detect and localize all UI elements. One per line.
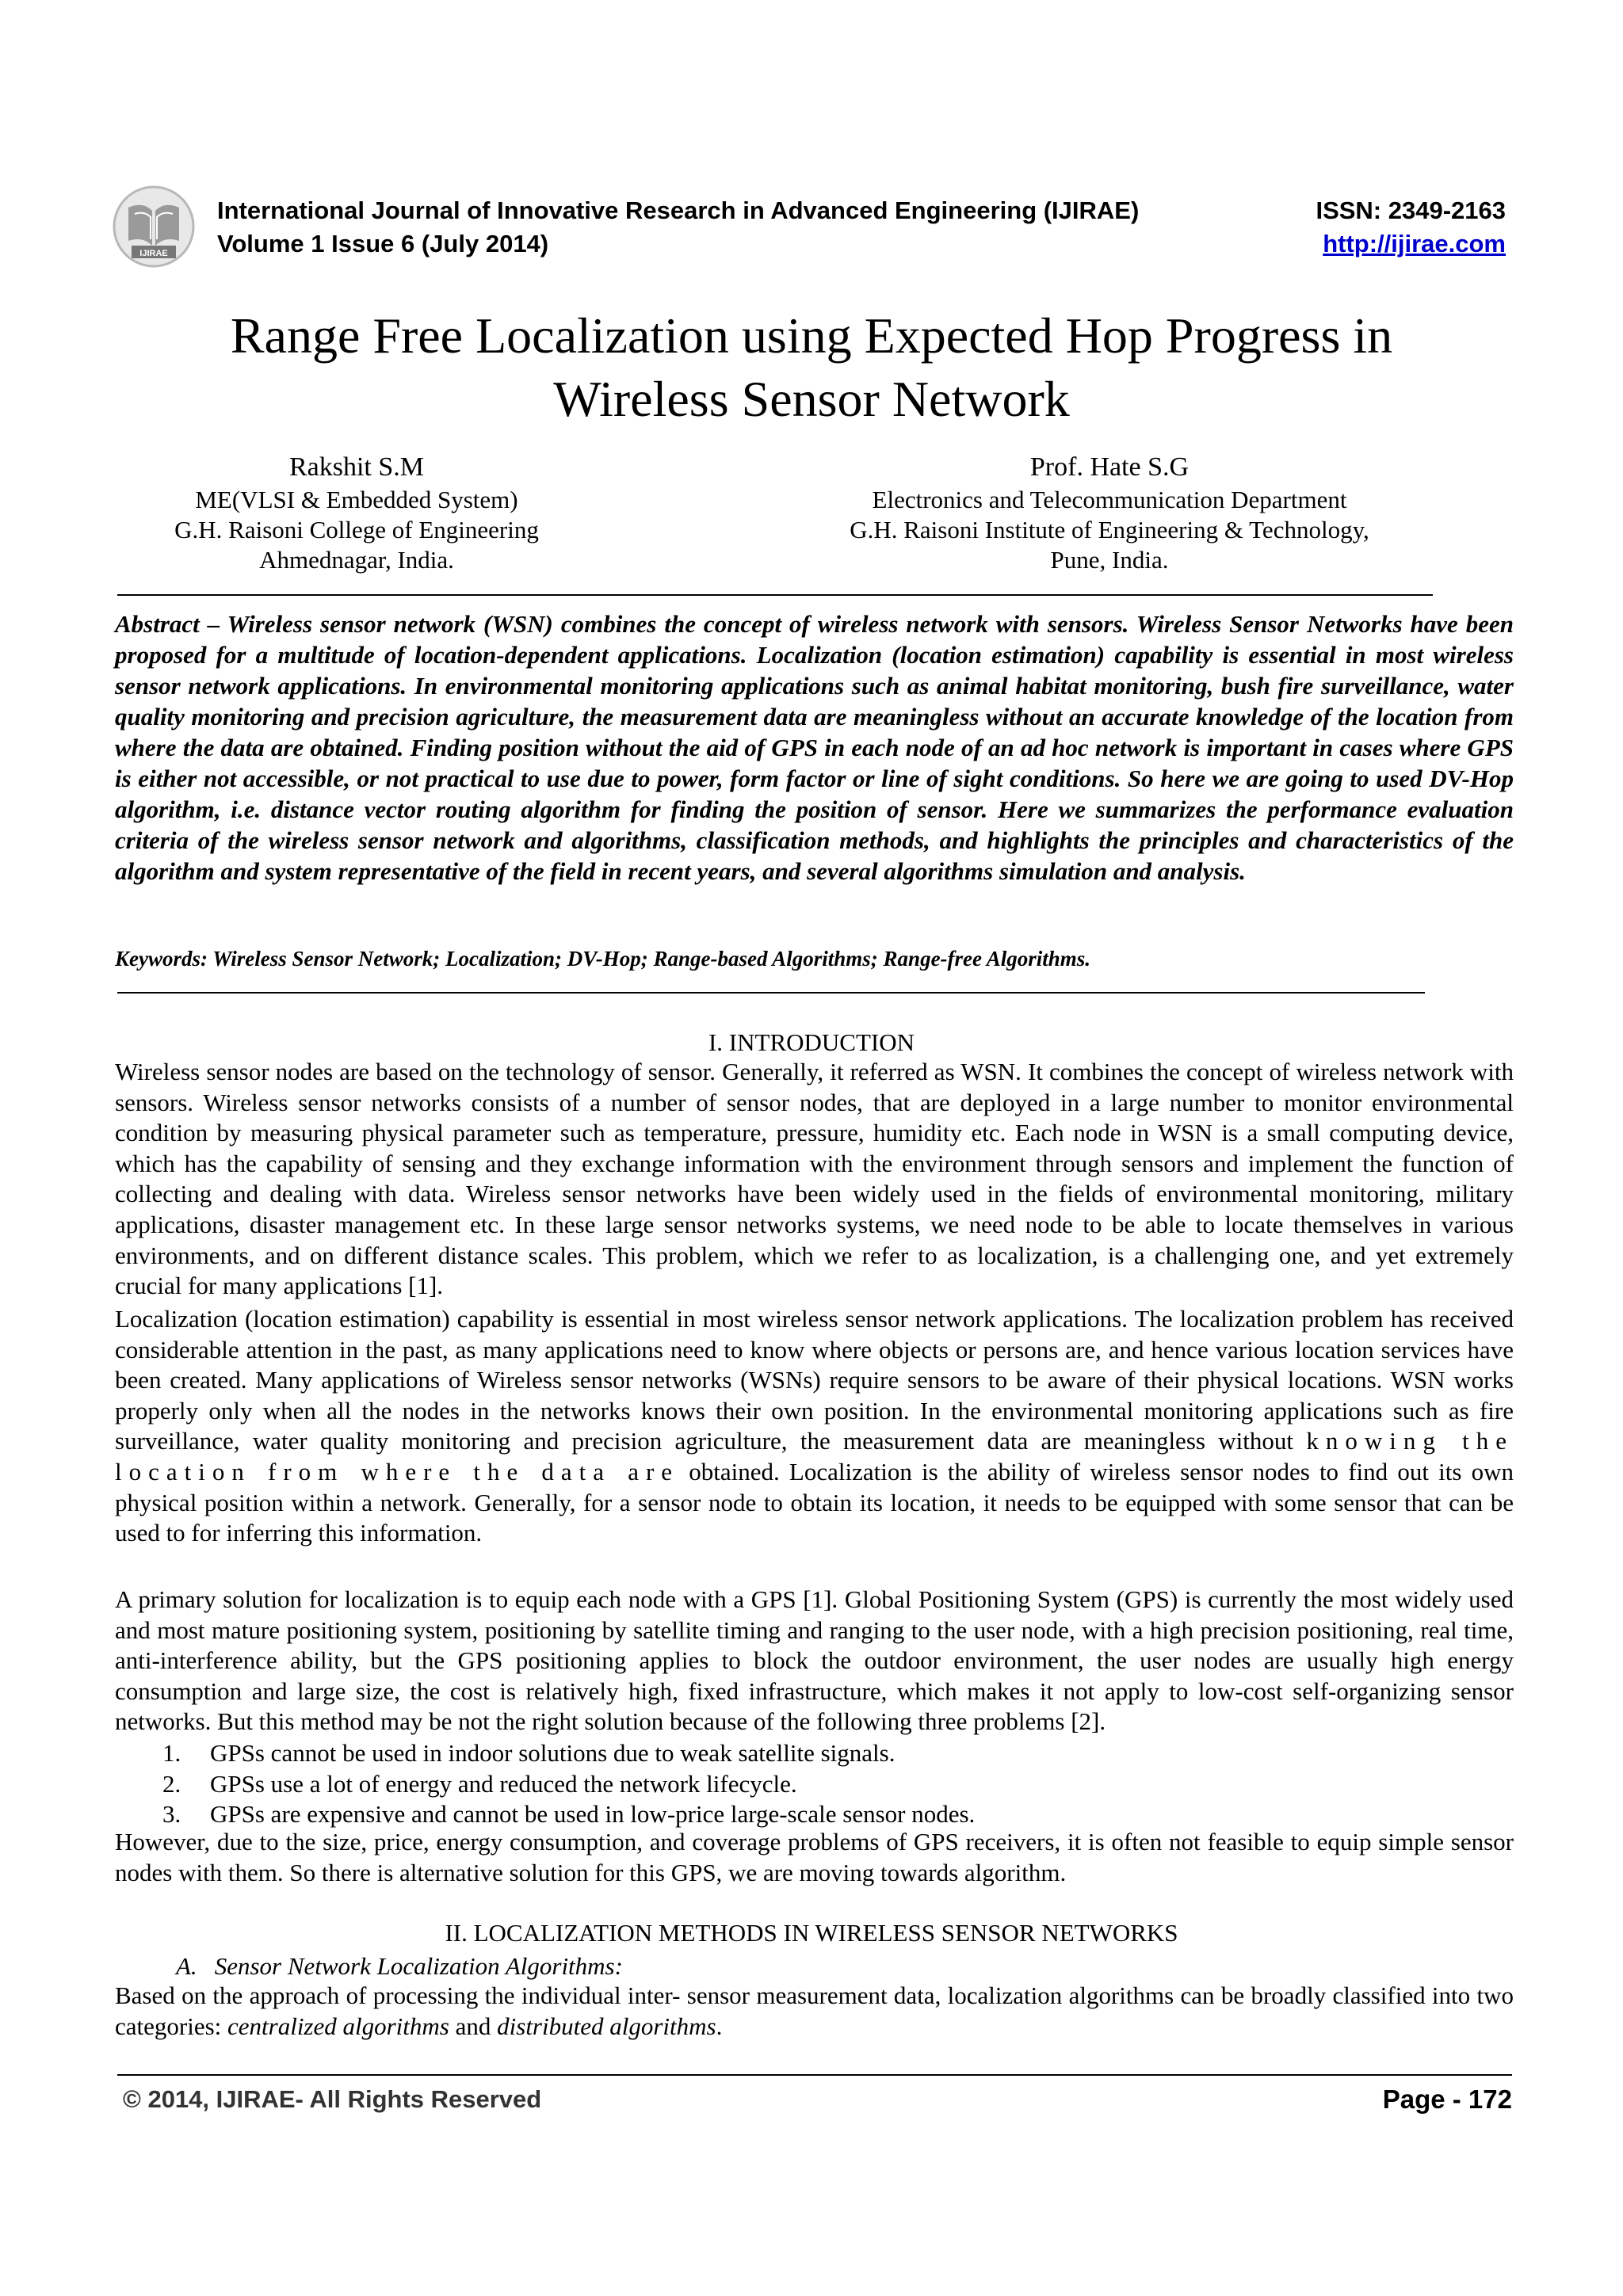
journal-url-link[interactable]: http://ijirae.com bbox=[1323, 230, 1506, 257]
paragraph-text-spaced: knowing the location from where the data are bbox=[115, 1427, 1514, 1486]
paragraph bbox=[115, 1304, 1514, 1549]
list-number: 3. bbox=[162, 1800, 181, 1829]
author-block-1 bbox=[119, 450, 594, 575]
author-affiliation: ME(VLSI & Embedded System) bbox=[195, 486, 518, 513]
author-name: Rakshit S.M bbox=[288, 452, 425, 482]
author-affiliation: Electronics and Telecommunication Department bbox=[872, 486, 1347, 513]
journal-logo bbox=[111, 184, 197, 269]
list-item bbox=[162, 1769, 975, 1800]
author-affiliation: Pune, India. bbox=[1050, 546, 1169, 574]
paper-title-line-2: Wireless Sensor Network bbox=[553, 371, 1070, 427]
section-heading-localization-methods: II. LOCALIZATION METHODS IN WIRELESS SENSOR NETWORKS bbox=[445, 1919, 1178, 1947]
paragraph bbox=[115, 1981, 1514, 2042]
author-affiliation: G.H. Raisoni Institute of Engineering & Technology, bbox=[850, 516, 1369, 543]
issn: ISSN: 2349-2163 bbox=[1316, 196, 1506, 224]
subsection-letter: A. bbox=[176, 1952, 197, 1980]
list-number: 2. bbox=[162, 1769, 181, 1798]
paper-title bbox=[0, 304, 1623, 431]
paragraph-italic: centralized algorithms bbox=[227, 2012, 449, 2040]
divider bbox=[117, 2074, 1512, 2076]
page-number: Page - 172 bbox=[1382, 2084, 1512, 2114]
journal-name: International Journal of Innovative Research in Advanced Engineering (IJIRAE) bbox=[217, 196, 1140, 224]
paragraph-text: and bbox=[449, 2012, 498, 2040]
list-item bbox=[162, 1799, 975, 1830]
author-affiliation: Ahmednagar, India. bbox=[259, 546, 454, 574]
paragraph-text: Localization (location estimation) capability is essential in most wireless sensor network applications. The localization problem has received considerable attention in the past, as many applications need to know where objects or persons are, and hence various location services have been created. Many applications of Wireless sensor networks (WSNs) require sensors to be aware of their physical locations. WSN works properly only when all the nodes in the networks knows their own position. In the environmental monitoring applications such as fire surveillance, water quality monitoring and precision agriculture, the measurement data are meaningless without bbox=[115, 1305, 1514, 1455]
subsection-heading bbox=[176, 1951, 623, 1982]
paragraph: However, due to the size, price, energy consumption, and coverage problems of GPS receivers, it is often not feasible to equip simple sensor nodes with them. So there is alternative solution for this GPS, we are moving towards algorithm. bbox=[115, 1828, 1514, 1886]
paragraph: A primary solution for localization is to equip each node with a GPS [1]. Global Positioning System (GPS) is currently the most widely used and most mature positioning system, positioning by satellite timing and ranging to the user node, with a high precision positioning, real time, anti-interference ability, but the GPS positioning applies to block the outdoor environment, the user nodes are usually high energy consumption and large size, the cost is relatively high, fixed infrastructure, which makes it not apply to low-cost self-organizing sensor networks. But this method may be not the right solution because of the following three problems [2]. bbox=[115, 1585, 1514, 1736]
author-block-2 bbox=[800, 450, 1419, 575]
journal-info bbox=[217, 194, 1139, 261]
list-item bbox=[162, 1738, 975, 1769]
section-heading-introduction: I. INTRODUCTION bbox=[708, 1028, 915, 1056]
paragraph-text: . bbox=[716, 2012, 723, 2040]
paragraph-text: Based on the approach of processing the individual inter- sensor measurement data, localization algorithms can be broadly classified into two categories: bbox=[115, 1981, 1514, 2040]
author-affiliation: G.H. Raisoni College of Engineering bbox=[174, 516, 539, 543]
numbered-list bbox=[162, 1738, 975, 1830]
keywords: Keywords: Wireless Sensor Network; Localization; DV-Hop; Range-based Algorithms; Range-free Algorithms. bbox=[115, 947, 1091, 971]
copyright: © 2014, IJIRAE- All Rights Reserved bbox=[123, 2085, 542, 2113]
paper-title-line-1: Range Free Localization using Expected Hop Progress in bbox=[230, 307, 1393, 364]
journal-volume: Volume 1 Issue 6 (July 2014) bbox=[217, 230, 549, 257]
paragraph: Wireless sensor nodes are based on the technology of sensor. Generally, it referred as WSN. It combines the concept of wireless network with sensors. Wireless sensor networks consists of a number of sensor nodes, that are deployed in a large number to monitor environmental condition by measuring physical parameter such as temperature, pressure, humidity etc. Each node in WSN is a small computing device, which has the capability of sensing and they exchange information with the environment through sensors and implement the function of collecting and dealing with data. Wireless sensor networks have been widely used in the fields of environmental monitoring, military applications, disaster management etc. In these large sensor networks systems, we need node to be able to locate themselves in various environments, and on different distance scales. This problem, which we refer to as localization, is a challenging one, and yet extremely crucial for many applications [1]. bbox=[115, 1058, 1514, 1300]
divider bbox=[117, 594, 1433, 596]
divider bbox=[117, 992, 1425, 994]
list-number: 1. bbox=[162, 1739, 181, 1767]
subsection-title: Sensor Network Localization Algorithms: bbox=[214, 1952, 623, 1980]
list-text: GPSs cannot be used in indoor solutions due to weak satellite signals. bbox=[210, 1739, 896, 1767]
journal-meta bbox=[1316, 194, 1506, 261]
abstract: Abstract – Wireless sensor network (WSN) combines the concept of wireless network with sensors. Wireless Sensor Networks have been proposed for a multitude of location-dependent applications. Localization (location estimation) capability is essential in most wireless sensor network applications. In environmental monitoring applications such as animal habitat monitoring, bush fire surveillance, water quality monitoring and precision agriculture, the measurement data are meaningless without an accurate knowledge of the location from where the data are obtained. Finding position without the aid of GPS in each node of an ad hoc network is important in cases where GPS is either not accessible, or not practical to use due to power, form factor or line of sight conditions. So here we are going to used DV-Hop algorithm, i.e. distance vector routing algorithm for finding the position of sensor. Here we summarizes the performance evaluation criteria of the wireless sensor network and algorithms, classification methods, and highlights the principles and characteristics of the algorithm and system representative of the field in recent years, and several algorithms simulation and analysis. bbox=[115, 610, 1514, 885]
list-text: GPSs use a lot of energy and reduced the network lifecycle. bbox=[210, 1769, 797, 1798]
paragraph-text: obtained. Localization is the ability of wireless sensor nodes to find out its own physical position within a network. Generally, for a sensor node to obtain its location, it needs to be equipped with some sensor that can be used to for inferring this information. bbox=[115, 1457, 1514, 1547]
logo-text: IJIRAE bbox=[139, 249, 168, 258]
list-text: GPSs are expensive and cannot be used in low-price large-scale sensor nodes. bbox=[210, 1800, 976, 1829]
author-name: Prof. Hate S.G bbox=[1029, 452, 1190, 482]
paragraph-italic: distributed algorithms bbox=[497, 2012, 716, 2040]
